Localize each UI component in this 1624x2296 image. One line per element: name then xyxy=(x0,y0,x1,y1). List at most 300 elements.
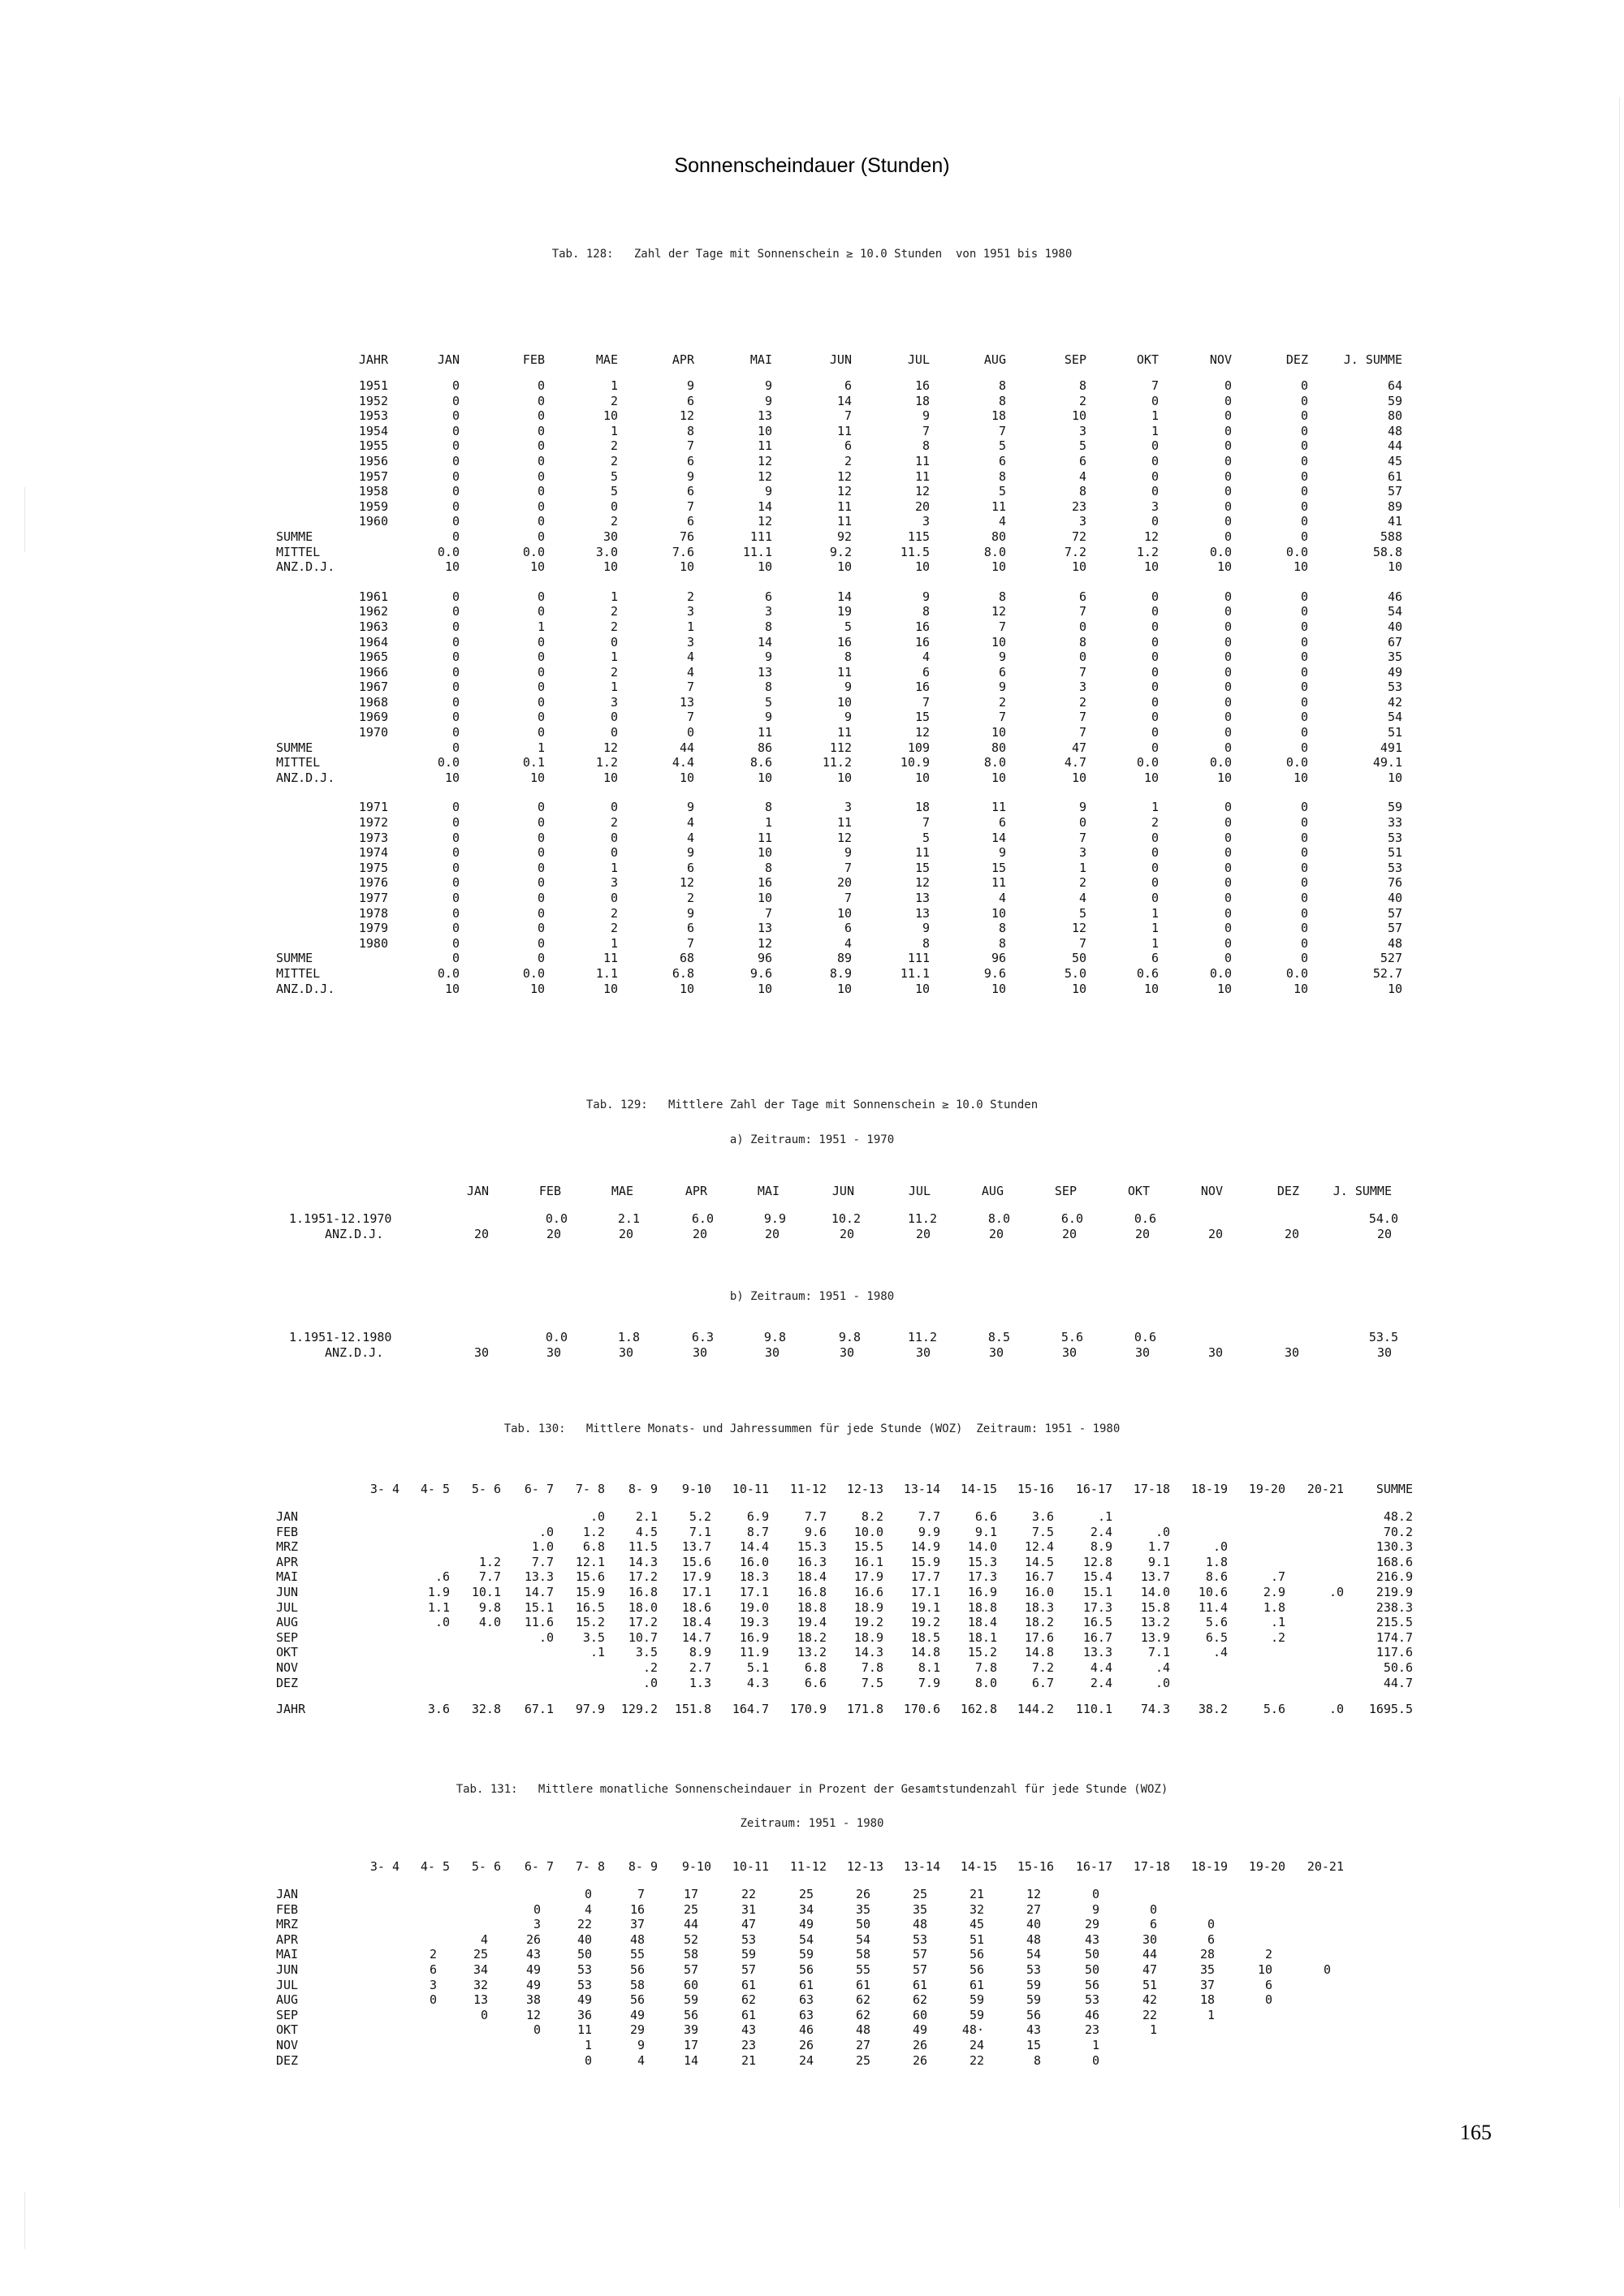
table-cell: 11 xyxy=(991,875,1006,891)
table-cell: 16 xyxy=(629,1901,645,1917)
table-cell: 12 xyxy=(914,484,930,499)
table-cell: .0 xyxy=(642,1675,658,1690)
row-label: 1972 xyxy=(358,815,388,831)
table-cell: 6 xyxy=(844,378,852,393)
table-cell: 57 xyxy=(741,1962,756,1977)
table-cell: 216.9 xyxy=(1376,1569,1413,1585)
table-cell: 6 xyxy=(1149,1917,1157,1932)
table-cell: 30 xyxy=(1061,1344,1077,1360)
table-cell: 7 xyxy=(922,815,930,831)
table-cell: 0 xyxy=(451,453,460,468)
table-cell: 53 xyxy=(577,1962,592,1977)
table-cell: 51 xyxy=(969,1931,984,1947)
table-cell: 13.3 xyxy=(1082,1645,1112,1660)
table-cell: 38.2 xyxy=(1198,1702,1228,1717)
table-cell: 7 xyxy=(686,680,694,695)
row-label: NOV xyxy=(276,2037,299,2052)
table-cell: 34 xyxy=(798,1901,814,1917)
t130-table xyxy=(276,1482,1413,1717)
row-label: SUMME xyxy=(276,529,313,544)
table-cell: 0 xyxy=(1300,800,1308,815)
table-cell: 19.2 xyxy=(853,1615,883,1630)
table-cell: 48 xyxy=(629,1931,645,1947)
table-cell: 16 xyxy=(914,634,930,650)
table-cell: 20 xyxy=(473,1226,489,1241)
t131-month-row xyxy=(276,2038,1413,2053)
table-cell: 21 xyxy=(969,1887,984,1901)
table-cell: 18.6 xyxy=(681,1599,711,1615)
table-cell: 6 xyxy=(998,453,1006,468)
column-header: 15-16 xyxy=(1017,1859,1054,1874)
table-cell: 0.6 xyxy=(1134,1211,1156,1226)
t130-month-row xyxy=(276,1600,1413,1616)
column-header: MAE xyxy=(611,1184,633,1198)
table-cell: 64 xyxy=(1387,378,1402,393)
t128-summary-row xyxy=(276,770,1405,786)
table-cell: 9.8 xyxy=(763,1330,786,1344)
table-cell: 11.6 xyxy=(524,1615,554,1630)
table-cell: 0 xyxy=(537,951,545,966)
table-cell: 15.2 xyxy=(575,1615,605,1630)
table-cell: 0 xyxy=(537,529,545,544)
table-cell: 4 xyxy=(686,830,694,845)
table-cell: 9 xyxy=(764,650,772,665)
table-cell: 20 xyxy=(839,1226,854,1241)
table-cell: 0 xyxy=(1151,453,1159,468)
table-cell: 0 xyxy=(451,498,460,514)
table-cell: 0 xyxy=(1151,484,1159,499)
row-label: 1958 xyxy=(358,484,388,499)
table-cell: 10 xyxy=(1071,770,1086,785)
column-header: JAN xyxy=(466,1184,489,1198)
table-cell: 0 xyxy=(1300,935,1308,951)
table-cell: 37 xyxy=(629,1917,645,1932)
table-cell: 44 xyxy=(1387,438,1402,454)
table-cell: 12 xyxy=(679,875,694,891)
table-cell: 16.1 xyxy=(853,1554,883,1569)
table-cell: 16 xyxy=(914,680,930,695)
table-cell: 12 xyxy=(757,514,772,529)
table-cell: 0 xyxy=(1224,951,1232,966)
table-cell: 13.7 xyxy=(1140,1569,1170,1585)
table-cell: 10 xyxy=(679,770,694,785)
table-cell: 49.1 xyxy=(1372,755,1402,770)
t131-caption: Tab. 131: Mittlere monatliche Sonnenscheindauer in Prozent der Gesamtstundenzahl für jede Stunde (WOZ) xyxy=(456,1783,1168,1796)
row-label: JUL xyxy=(276,1599,299,1615)
table-cell: .4 xyxy=(1155,1659,1170,1675)
table-cell: 9 xyxy=(686,905,694,921)
table-cell: 13 xyxy=(757,408,772,424)
table-cell: 55 xyxy=(629,1947,645,1962)
table-cell: 26 xyxy=(855,1887,870,1901)
t128-year-row xyxy=(276,875,1405,891)
table-cell: 43 xyxy=(1026,2022,1041,2038)
table-cell: 30 xyxy=(1142,1931,1157,1947)
table-cell: 13 xyxy=(914,891,930,905)
table-cell: 5.1 xyxy=(746,1659,769,1675)
column-header: 14-15 xyxy=(960,1859,997,1874)
table-cell: 0 xyxy=(1151,845,1159,861)
table-cell: 7.8 xyxy=(861,1659,883,1675)
table-cell: 50 xyxy=(577,1947,592,1962)
table-cell: 2 xyxy=(610,905,618,921)
table-cell: 14.9 xyxy=(910,1539,940,1555)
table-cell: 0.0 xyxy=(545,1211,568,1226)
t131-month-row xyxy=(276,1917,1413,1932)
table-cell: 1.9 xyxy=(427,1584,450,1599)
table-cell: 0 xyxy=(537,393,545,408)
t128-year-row xyxy=(276,831,1405,846)
table-cell: 0 xyxy=(1151,830,1159,845)
table-cell: 20 xyxy=(1376,1226,1392,1241)
table-cell: 6 xyxy=(1078,453,1086,468)
table-cell: 20 xyxy=(1284,1226,1299,1241)
table-cell: 7 xyxy=(844,891,852,905)
table-cell: 16.0 xyxy=(1024,1584,1054,1599)
table-cell: 3 xyxy=(533,1917,541,1932)
table-cell: 11 xyxy=(603,951,618,966)
table-cell: 10 xyxy=(444,559,460,575)
table-cell: 1 xyxy=(584,2037,592,2052)
table-cell: 14 xyxy=(757,498,772,514)
table-cell: 0 xyxy=(537,921,545,936)
table-cell: 238.3 xyxy=(1376,1599,1413,1615)
table-cell: 80 xyxy=(991,740,1006,755)
table-cell: 8 xyxy=(1078,634,1086,650)
table-cell: 10 xyxy=(603,559,618,575)
t128-year-row xyxy=(276,438,1405,454)
t128-summary-row xyxy=(276,545,1405,560)
scan-edge-mark xyxy=(24,2192,25,2249)
table-cell: 16.8 xyxy=(628,1584,658,1599)
table-cell: 18.4 xyxy=(681,1615,711,1630)
table-cell: 7 xyxy=(998,619,1006,634)
column-header: 14-15 xyxy=(960,1482,997,1496)
column-header: 19-20 xyxy=(1248,1482,1285,1496)
t128-year-row xyxy=(276,469,1405,485)
table-cell: 12 xyxy=(914,725,930,740)
table-cell: 0 xyxy=(1300,891,1308,905)
table-cell: 10 xyxy=(991,770,1006,785)
table-cell: 0 xyxy=(451,875,460,891)
t128-year-row xyxy=(276,680,1405,695)
table-cell: 20 xyxy=(836,875,852,891)
table-cell: 3 xyxy=(610,694,618,710)
table-cell: 31 xyxy=(741,1901,756,1917)
table-cell: 110.1 xyxy=(1075,1702,1112,1717)
column-header: APR xyxy=(672,352,694,367)
table-cell: 0 xyxy=(451,694,460,710)
row-label: MITTEL xyxy=(276,755,321,770)
table-cell: 0.0 xyxy=(1209,755,1232,770)
table-cell: 17 xyxy=(683,2037,698,2052)
row-label: NOV xyxy=(276,1659,299,1675)
table-cell: 6 xyxy=(1078,589,1086,604)
table-cell: 15.8 xyxy=(1140,1599,1170,1615)
table-cell: 17 xyxy=(683,1887,698,1901)
t130-month-row xyxy=(276,1525,1413,1540)
table-cell: 2 xyxy=(610,921,618,936)
table-cell: 0 xyxy=(537,514,545,529)
table-cell: 56 xyxy=(629,1992,645,2008)
column-header: AUG xyxy=(983,352,1006,367)
row-label: 1976 xyxy=(358,875,388,891)
table-cell: 0 xyxy=(1151,604,1159,619)
row-label: JAHR xyxy=(276,1702,306,1717)
table-cell: 30 xyxy=(473,1344,489,1360)
table-cell: 54 xyxy=(1387,710,1402,725)
table-cell: 3.5 xyxy=(582,1629,605,1645)
table-cell: 7 xyxy=(686,498,694,514)
table-cell: 1.0 xyxy=(531,1539,554,1555)
table-cell: 4.4 xyxy=(672,755,694,770)
t131-month-row xyxy=(276,1962,1413,1978)
table-cell: 44 xyxy=(683,1917,698,1932)
table-cell: 3 xyxy=(429,1977,437,1992)
table-cell: 7 xyxy=(764,905,772,921)
table-cell: 24 xyxy=(969,2037,984,2052)
table-cell: 0 xyxy=(1078,650,1086,665)
row-label: 1978 xyxy=(358,905,388,921)
table-cell: 53 xyxy=(741,1931,756,1947)
table-cell: 2 xyxy=(429,1947,437,1962)
column-header: 17-18 xyxy=(1133,1482,1170,1496)
table-cell: 49 xyxy=(525,1962,541,1977)
row-label: AUG xyxy=(276,1992,299,2008)
table-cell: 58.8 xyxy=(1372,544,1402,559)
table-cell: 0 xyxy=(1151,619,1159,634)
table-cell: 12 xyxy=(525,2007,541,2022)
table-cell: 30 xyxy=(1376,1344,1392,1360)
table-cell: 2 xyxy=(610,514,618,529)
table-cell: .2 xyxy=(1270,1629,1285,1645)
table-cell: 15 xyxy=(1026,2037,1041,2052)
table-cell: 6 xyxy=(686,484,694,499)
table-cell: 168.6 xyxy=(1376,1554,1413,1569)
table-cell: 27 xyxy=(855,2037,870,2052)
table-cell: 20 xyxy=(764,1226,780,1241)
table-cell: 0 xyxy=(1224,408,1232,424)
row-label: ANZ.D.J. xyxy=(276,559,335,575)
table-cell: 0 xyxy=(1224,891,1232,905)
table-cell: 18.2 xyxy=(1024,1615,1054,1630)
row-label: 1977 xyxy=(358,891,388,905)
table-cell: 0 xyxy=(1300,875,1308,891)
table-cell: 0 xyxy=(610,498,618,514)
table-cell: 10 xyxy=(757,891,772,905)
table-cell: 14.8 xyxy=(1024,1645,1054,1660)
row-label: 1963 xyxy=(358,619,388,634)
table-cell: 0 xyxy=(1300,710,1308,725)
t129-value-row xyxy=(276,1211,1405,1227)
row-label: DEZ xyxy=(276,2052,299,2068)
table-cell: 30 xyxy=(603,529,618,544)
table-cell: 30 xyxy=(915,1344,931,1360)
column-header: 6- 7 xyxy=(524,1859,554,1874)
table-cell: 13.7 xyxy=(681,1539,711,1555)
table-cell: 16.6 xyxy=(853,1584,883,1599)
t130-month-row xyxy=(276,1569,1413,1585)
table-cell: 3 xyxy=(686,634,694,650)
table-cell: 15.2 xyxy=(967,1645,997,1660)
table-cell: 0 xyxy=(451,529,460,544)
table-cell: 32 xyxy=(473,1977,488,1992)
table-cell: 8 xyxy=(686,423,694,438)
table-cell: 8.1 xyxy=(918,1659,940,1675)
table-cell: 23 xyxy=(1071,498,1086,514)
table-cell: 6.5 xyxy=(1205,1629,1228,1645)
table-cell: 11.5 xyxy=(628,1539,658,1555)
table-cell: 8 xyxy=(764,860,772,875)
table-cell: 0 xyxy=(451,921,460,936)
row-label: MRZ xyxy=(276,1539,299,1555)
table-cell: 7 xyxy=(1078,710,1086,725)
row-label: 1965 xyxy=(358,650,388,665)
table-cell: 3 xyxy=(686,604,694,619)
t128-header-row xyxy=(276,352,1405,369)
table-cell: 0.0 xyxy=(1209,965,1232,981)
table-cell: 0 xyxy=(451,650,460,665)
table-cell: 0 xyxy=(1151,514,1159,529)
table-cell: 1 xyxy=(610,378,618,393)
table-cell: 7 xyxy=(998,423,1006,438)
table-cell: 0 xyxy=(451,664,460,680)
table-cell: 9.2 xyxy=(829,544,852,559)
table-cell: 527 xyxy=(1380,951,1402,966)
t129-caption: Tab. 129: Mittlere Zahl der Tage mit Sonnenschein ≥ 10.0 Stunden xyxy=(585,1098,1039,1111)
table-cell: 10 xyxy=(529,559,545,575)
column-header: 18-19 xyxy=(1190,1482,1228,1496)
table-cell: 10 xyxy=(679,981,694,996)
column-header: OKT xyxy=(1127,1184,1150,1198)
table-cell: 0 xyxy=(451,740,460,755)
row-label: MITTEL xyxy=(276,544,321,559)
table-cell: 8 xyxy=(844,650,852,665)
table-cell: 0 xyxy=(1151,634,1159,650)
table-cell: 2 xyxy=(1078,694,1086,710)
table-cell: 10 xyxy=(836,559,852,575)
t131-month-row xyxy=(276,1978,1413,1993)
table-cell: 10 xyxy=(836,905,852,921)
table-cell: 0 xyxy=(610,845,618,861)
t128-year-row xyxy=(276,936,1405,952)
row-label: ANZ.D.J. xyxy=(325,1344,384,1360)
scan-edge-line xyxy=(1619,97,1620,2208)
row-label: ANZ.D.J. xyxy=(325,1226,384,1241)
table-cell: 164.7 xyxy=(732,1702,769,1717)
table-cell: 13.2 xyxy=(1140,1615,1170,1630)
table-cell: 10 xyxy=(1387,981,1402,996)
table-cell: 0 xyxy=(1300,725,1308,740)
table-cell: 67 xyxy=(1387,634,1402,650)
table-cell: 57 xyxy=(912,1962,927,1977)
table-cell: 13.2 xyxy=(797,1645,827,1660)
table-cell: 7.1 xyxy=(689,1524,711,1539)
table-cell: 0 xyxy=(1207,1917,1215,1932)
table-cell: 19.0 xyxy=(739,1599,769,1615)
table-cell: 0.0 xyxy=(1209,544,1232,559)
table-cell: 4 xyxy=(998,514,1006,529)
table-cell: 0 xyxy=(451,378,460,393)
table-cell: 10 xyxy=(991,559,1006,575)
table-cell: 2 xyxy=(1078,875,1086,891)
table-cell: 0.0 xyxy=(1136,755,1159,770)
table-cell: 50 xyxy=(1084,1947,1099,1962)
row-label: DEZ xyxy=(276,1675,299,1690)
table-cell: 8.0 xyxy=(983,544,1006,559)
table-cell: 17.9 xyxy=(853,1569,883,1585)
table-cell: 49 xyxy=(1387,664,1402,680)
table-cell: 6 xyxy=(922,664,930,680)
t128-year-row xyxy=(276,695,1405,710)
table-cell: 2 xyxy=(686,891,694,905)
table-cell: 20 xyxy=(988,1226,1004,1241)
row-label: APR xyxy=(276,1554,299,1569)
table-cell: 3.6 xyxy=(1031,1509,1054,1524)
table-cell: .0 xyxy=(538,1629,554,1645)
table-cell: 10.2 xyxy=(831,1211,861,1226)
table-cell: 59 xyxy=(1026,1977,1041,1992)
table-cell: 0 xyxy=(1224,680,1232,695)
table-cell: 9 xyxy=(764,710,772,725)
table-cell: 0 xyxy=(1151,891,1159,905)
table-cell: 0 xyxy=(451,634,460,650)
t130-month-row xyxy=(276,1509,1413,1525)
table-cell: 10 xyxy=(991,725,1006,740)
table-cell: 11.5 xyxy=(900,544,930,559)
table-cell: 62 xyxy=(912,1992,927,2008)
table-cell: 4.3 xyxy=(746,1675,769,1690)
table-cell: 17.3 xyxy=(967,1569,997,1585)
column-header: JUN xyxy=(829,352,852,367)
table-cell: 0.0 xyxy=(545,1330,568,1344)
table-cell: 16.8 xyxy=(797,1584,827,1599)
table-cell: 14.3 xyxy=(853,1645,883,1660)
table-cell: 2 xyxy=(844,453,852,468)
column-header: 5- 6 xyxy=(471,1482,501,1496)
table-cell: 9 xyxy=(922,589,930,604)
t128-summary-row xyxy=(276,755,1405,770)
table-cell: 0 xyxy=(537,815,545,831)
table-cell: .0 xyxy=(434,1615,450,1630)
table-cell: 8 xyxy=(1033,2052,1041,2068)
table-cell: 10 xyxy=(914,559,930,575)
table-cell: 215.5 xyxy=(1376,1615,1413,1630)
table-cell: 67.1 xyxy=(524,1702,554,1717)
row-label: 1953 xyxy=(358,408,388,424)
row-label: 1980 xyxy=(358,935,388,951)
t129-table-b xyxy=(276,1330,1405,1360)
table-cell: 49 xyxy=(629,2007,645,2022)
table-cell: 2 xyxy=(1151,815,1159,831)
table-cell: 18 xyxy=(991,408,1006,424)
table-cell: 13 xyxy=(757,664,772,680)
table-cell: 5 xyxy=(922,830,930,845)
table-cell: 0 xyxy=(451,438,460,454)
table-cell: 10 xyxy=(1216,559,1232,575)
table-cell: 0 xyxy=(1151,694,1159,710)
table-cell: 1 xyxy=(1149,2022,1157,2038)
table-cell: 0 xyxy=(1224,423,1232,438)
table-cell: 27 xyxy=(1026,1901,1041,1917)
table-cell: 18 xyxy=(914,393,930,408)
table-cell: 48· xyxy=(961,2022,984,2038)
t130-caption: Tab. 130: Mittlere Monats- und Jahressummen für jede Stunde (WOZ) Zeitraum: 1951 - 1980 xyxy=(503,1422,1121,1435)
table-cell: 2 xyxy=(610,619,618,634)
row-label: SUMME xyxy=(276,740,313,755)
table-cell: 10 xyxy=(679,559,694,575)
table-cell: 61 xyxy=(798,1977,814,1992)
